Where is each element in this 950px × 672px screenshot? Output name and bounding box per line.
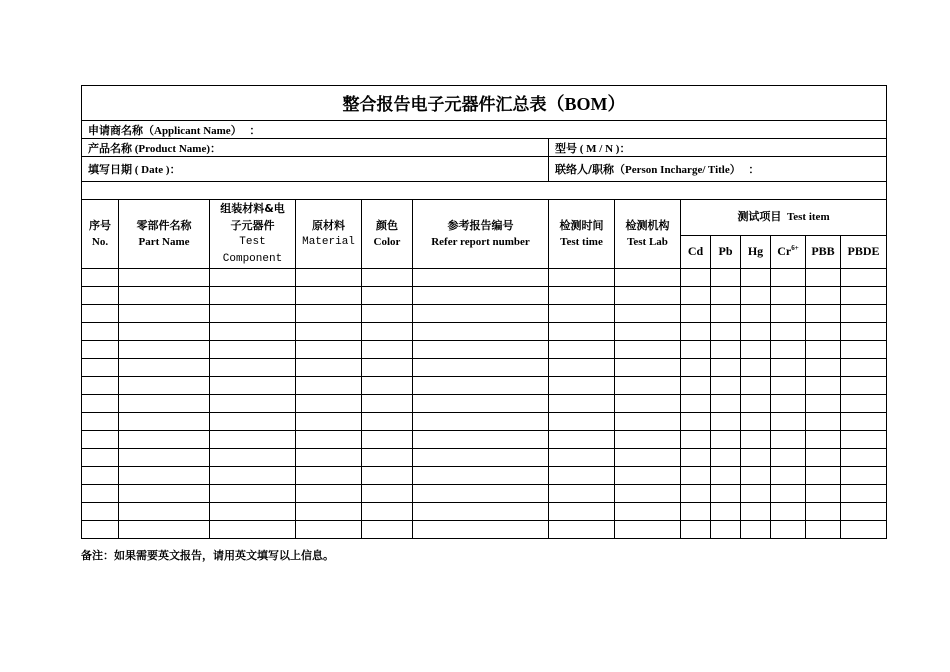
test-item-cr-label: Cr (777, 244, 792, 259)
table-cell[interactable] (711, 287, 741, 305)
table-cell[interactable] (711, 485, 741, 503)
col-time-en: Test time (560, 236, 603, 248)
col-lab-en: Test Lab (627, 236, 668, 248)
table-cell[interactable] (82, 413, 119, 431)
table-cell[interactable] (741, 449, 771, 467)
table-row (82, 305, 887, 323)
table-cell[interactable] (362, 449, 413, 467)
table-cell[interactable] (119, 503, 210, 521)
table-cell[interactable] (841, 521, 887, 539)
table-cell[interactable] (841, 485, 887, 503)
table-cell[interactable] (681, 467, 711, 485)
table-cell[interactable] (841, 269, 887, 287)
table-cell[interactable] (82, 449, 119, 467)
table-cell[interactable] (362, 287, 413, 305)
table-cell[interactable] (549, 395, 615, 413)
table-cell[interactable] (681, 449, 711, 467)
table-cell[interactable] (681, 485, 711, 503)
table-cell[interactable] (549, 521, 615, 539)
table-row (82, 377, 887, 395)
table-cell[interactable] (82, 377, 119, 395)
table-cell[interactable] (711, 413, 741, 431)
table-cell[interactable] (362, 521, 413, 539)
table-cell[interactable] (210, 431, 296, 449)
table-cell[interactable] (771, 287, 806, 305)
table-cell[interactable] (119, 287, 210, 305)
table-cell[interactable] (841, 413, 887, 431)
model-label-colon: ： (619, 141, 631, 155)
table-cell[interactable] (549, 503, 615, 521)
table-cell[interactable] (741, 341, 771, 359)
product-label-colon: ： (210, 141, 221, 155)
table-cell[interactable] (413, 395, 549, 413)
table-cell[interactable] (806, 503, 841, 521)
table-cell[interactable] (841, 305, 887, 323)
col-header-component (210, 200, 296, 269)
table-row (82, 395, 887, 413)
table-cell[interactable] (771, 323, 806, 341)
table-cell[interactable] (413, 521, 549, 539)
table-cell[interactable] (711, 449, 741, 467)
table-cell[interactable] (771, 305, 806, 323)
table-cell[interactable] (806, 521, 841, 539)
table-cell[interactable] (362, 467, 413, 485)
table-cell[interactable] (711, 431, 741, 449)
model-label-en: ( M / N ) (577, 142, 620, 155)
table-cell[interactable] (413, 503, 549, 521)
table-cell[interactable] (741, 413, 771, 431)
table-cell[interactable] (210, 467, 296, 485)
table-cell[interactable] (413, 449, 549, 467)
col-header-part-name (119, 200, 210, 269)
table-cell[interactable] (741, 323, 771, 341)
table-cell[interactable] (615, 413, 681, 431)
col-component-cn2: 子元器件 (230, 219, 275, 232)
table-cell[interactable] (549, 467, 615, 485)
table-cell[interactable] (362, 503, 413, 521)
table-cell[interactable] (615, 485, 681, 503)
table-cell[interactable] (741, 359, 771, 377)
table-cell[interactable] (82, 323, 119, 341)
col-component-en1: Test (239, 236, 266, 248)
col-header-material (296, 200, 362, 269)
table-cell[interactable] (413, 431, 549, 449)
table-cell[interactable] (413, 323, 549, 341)
table-cell[interactable] (82, 359, 119, 377)
col-header-color (362, 200, 413, 269)
product-label-cn: 产品名称 (88, 141, 132, 155)
table-cell[interactable] (210, 503, 296, 521)
table-cell[interactable] (711, 323, 741, 341)
table-cell[interactable] (362, 359, 413, 377)
form-title-cn: 整合报告电子元器件汇总表 (342, 95, 547, 115)
table-cell[interactable] (806, 449, 841, 467)
table-cell[interactable] (413, 341, 549, 359)
col-test-item-en: Test item (786, 211, 830, 224)
table-cell[interactable] (681, 359, 711, 377)
table-cell[interactable] (362, 269, 413, 287)
contact-label-cn: 联络人/职称 (555, 163, 615, 176)
table-cell[interactable] (210, 341, 296, 359)
table-cell[interactable] (210, 269, 296, 287)
applicant-label-en: （Applicant Name） (143, 124, 242, 137)
table-cell[interactable] (549, 449, 615, 467)
table-cell[interactable] (210, 377, 296, 395)
table-row (82, 485, 887, 503)
col-no-en: No. (91, 236, 109, 248)
table-cell[interactable] (549, 287, 615, 305)
table-cell[interactable] (681, 413, 711, 431)
col-component-cn1: 组装材料&电 (220, 202, 285, 215)
table-cell[interactable] (210, 413, 296, 431)
table-cell[interactable] (615, 431, 681, 449)
table-cell[interactable] (741, 485, 771, 503)
table-cell[interactable] (711, 341, 741, 359)
table-cell[interactable] (210, 305, 296, 323)
table-cell[interactable] (82, 503, 119, 521)
table-cell[interactable] (296, 395, 362, 413)
contact-label-en: （Person Incharge/ Title） (614, 164, 741, 176)
table-cell[interactable] (549, 323, 615, 341)
spacer-row (82, 182, 887, 200)
table-cell[interactable] (210, 395, 296, 413)
footnote: 备注：如果需要英文报告，请用英文填写以上信息。 (81, 549, 334, 562)
table-cell[interactable] (413, 377, 549, 395)
table-cell[interactable] (841, 431, 887, 449)
form-title-en: （BOM） (546, 94, 626, 114)
table-cell[interactable] (841, 341, 887, 359)
table-cell[interactable] (296, 305, 362, 323)
col-header-test-item (681, 200, 887, 236)
product-label-en: (Product Name) (132, 142, 210, 155)
table-cell[interactable] (841, 449, 887, 467)
table-cell[interactable] (210, 485, 296, 503)
col-refer-cn: 参考报告编号 (447, 219, 514, 232)
table-cell[interactable] (806, 413, 841, 431)
table-cell[interactable] (296, 269, 362, 287)
table-cell[interactable] (549, 305, 615, 323)
table-cell[interactable] (806, 431, 841, 449)
table-cell[interactable] (549, 431, 615, 449)
col-lab-cn: 检测机构 (625, 219, 670, 232)
table-cell[interactable] (681, 503, 711, 521)
table-cell[interactable] (681, 431, 711, 449)
table-cell[interactable] (806, 359, 841, 377)
test-item-cr-superscript: 6+ (791, 244, 799, 253)
table-cell[interactable] (681, 269, 711, 287)
table-cell[interactable] (413, 287, 549, 305)
applicant-label-cn: 申请商名称 (88, 123, 143, 137)
table-cell[interactable] (615, 287, 681, 305)
table-cell[interactable] (413, 269, 549, 287)
test-item-pbb: PBB (806, 235, 841, 269)
table-cell[interactable] (549, 413, 615, 431)
table-cell[interactable] (771, 467, 806, 485)
table-cell[interactable] (806, 269, 841, 287)
table-cell[interactable] (362, 305, 413, 323)
col-material-en: Material (302, 236, 355, 248)
table-cell[interactable] (362, 377, 413, 395)
table-cell[interactable] (296, 431, 362, 449)
table-cell[interactable] (771, 269, 806, 287)
table-cell[interactable] (549, 377, 615, 395)
table-row (82, 467, 887, 485)
test-item-pbde: PBDE (841, 235, 887, 269)
table-cell[interactable] (119, 467, 210, 485)
table-cell[interactable] (741, 503, 771, 521)
table-cell[interactable] (615, 521, 681, 539)
table-cell[interactable] (841, 287, 887, 305)
table-cell[interactable] (82, 467, 119, 485)
table-cell[interactable] (362, 485, 413, 503)
table-cell[interactable] (210, 323, 296, 341)
table-cell[interactable] (296, 341, 362, 359)
table-cell[interactable] (210, 521, 296, 539)
contact-label-colon: ： (748, 163, 760, 176)
table-cell[interactable] (413, 485, 549, 503)
col-header-test-lab (615, 200, 681, 269)
table-row (82, 287, 887, 305)
table-cell[interactable] (741, 377, 771, 395)
table-cell[interactable] (82, 341, 119, 359)
table-cell[interactable] (771, 395, 806, 413)
col-part-cn: 零部件名称 (136, 219, 192, 232)
table-cell[interactable] (771, 341, 806, 359)
table-cell[interactable] (82, 395, 119, 413)
table-cell[interactable] (711, 395, 741, 413)
table-cell[interactable] (210, 449, 296, 467)
col-time-cn: 检测时间 (559, 219, 604, 232)
table-cell[interactable] (119, 431, 210, 449)
table-cell[interactable] (741, 431, 771, 449)
table-cell[interactable] (841, 503, 887, 521)
table-cell[interactable] (711, 467, 741, 485)
col-refer-en: Refer report number (431, 236, 530, 248)
table-cell[interactable] (741, 395, 771, 413)
table-cell[interactable] (771, 431, 806, 449)
table-cell[interactable] (771, 521, 806, 539)
table-cell[interactable] (413, 467, 549, 485)
table-cell[interactable] (413, 413, 549, 431)
table-cell[interactable] (119, 323, 210, 341)
table-cell[interactable] (549, 485, 615, 503)
table-cell[interactable] (362, 395, 413, 413)
table-cell[interactable] (841, 467, 887, 485)
col-color-cn: 颜色 (376, 219, 398, 232)
table-cell[interactable] (296, 521, 362, 539)
table-cell[interactable] (549, 359, 615, 377)
col-material-cn: 原材料 (312, 219, 345, 232)
table-cell[interactable] (711, 503, 741, 521)
col-no-cn: 序号 (89, 219, 111, 232)
col-component-en2: Component (222, 253, 283, 265)
table-cell[interactable] (615, 305, 681, 323)
test-item-cd: Cd (681, 235, 711, 269)
table-cell[interactable] (771, 449, 806, 467)
applicant-name-field[interactable] (82, 121, 887, 139)
col-header-no (82, 200, 119, 269)
model-number-field[interactable] (549, 139, 887, 157)
table-cell[interactable] (210, 359, 296, 377)
bom-summary-table (81, 85, 887, 539)
table-cell[interactable] (681, 305, 711, 323)
table-cell[interactable] (806, 287, 841, 305)
table-cell[interactable] (296, 359, 362, 377)
table-cell[interactable] (711, 305, 741, 323)
product-name-field[interactable] (82, 139, 549, 157)
table-cell[interactable] (362, 413, 413, 431)
table-cell[interactable] (549, 269, 615, 287)
table-cell[interactable] (119, 521, 210, 539)
table-cell[interactable] (741, 521, 771, 539)
table-cell[interactable] (82, 521, 119, 539)
col-part-en: Part Name (138, 236, 190, 248)
table-cell[interactable] (413, 359, 549, 377)
test-item-hg: Hg (741, 235, 771, 269)
table-cell[interactable] (681, 377, 711, 395)
table-cell[interactable] (362, 431, 413, 449)
table-cell[interactable] (711, 377, 741, 395)
table-cell[interactable] (413, 305, 549, 323)
table-cell[interactable] (711, 359, 741, 377)
table-cell[interactable] (615, 503, 681, 521)
table-cell[interactable] (82, 431, 119, 449)
model-label-cn: 型号 (555, 141, 577, 155)
table-cell[interactable] (771, 485, 806, 503)
table-cell[interactable] (82, 305, 119, 323)
table-row (82, 449, 887, 467)
table-cell[interactable] (296, 377, 362, 395)
table-cell[interactable] (741, 269, 771, 287)
fill-date-field[interactable] (82, 157, 549, 182)
table-cell[interactable] (806, 485, 841, 503)
table-cell[interactable] (771, 377, 806, 395)
table-cell[interactable] (741, 467, 771, 485)
table-cell[interactable] (362, 323, 413, 341)
table-cell[interactable] (841, 377, 887, 395)
table-cell[interactable] (741, 305, 771, 323)
table-cell[interactable] (806, 341, 841, 359)
table-cell[interactable] (362, 341, 413, 359)
table-cell[interactable] (119, 341, 210, 359)
applicant-label-colon: ： (249, 123, 261, 137)
table-cell[interactable] (296, 287, 362, 305)
table-cell[interactable] (615, 341, 681, 359)
table-cell[interactable] (681, 521, 711, 539)
contact-person-field[interactable] (549, 157, 887, 182)
table-cell[interactable] (549, 341, 615, 359)
table-cell[interactable] (771, 413, 806, 431)
col-color-en: Color (373, 236, 401, 248)
table-cell[interactable] (615, 377, 681, 395)
table-cell[interactable] (806, 395, 841, 413)
table-cell[interactable] (711, 269, 741, 287)
table-row (82, 323, 887, 341)
test-item-pb: Pb (711, 235, 741, 269)
table-cell[interactable] (771, 359, 806, 377)
date-label-cn: 填写日期 (88, 163, 132, 176)
table-cell[interactable] (119, 449, 210, 467)
table-cell[interactable] (806, 377, 841, 395)
table-cell[interactable] (806, 323, 841, 341)
table-row (82, 503, 887, 521)
table-cell[interactable] (615, 323, 681, 341)
table-cell[interactable] (841, 323, 887, 341)
table-cell[interactable] (806, 305, 841, 323)
table-cell[interactable] (210, 287, 296, 305)
date-label-en: ( Date ) (132, 164, 170, 176)
table-cell[interactable] (615, 449, 681, 467)
table-cell[interactable] (119, 395, 210, 413)
table-cell[interactable] (296, 323, 362, 341)
table-row (82, 269, 887, 287)
table-cell[interactable] (615, 269, 681, 287)
table-cell[interactable] (119, 485, 210, 503)
table-cell[interactable] (82, 269, 119, 287)
table-cell[interactable] (119, 269, 210, 287)
table-cell[interactable] (841, 395, 887, 413)
form-title (82, 86, 887, 121)
table-cell[interactable] (615, 395, 681, 413)
table-row (82, 431, 887, 449)
table-row (82, 341, 887, 359)
table-cell[interactable] (296, 485, 362, 503)
table-cell[interactable] (615, 359, 681, 377)
table-cell[interactable] (296, 503, 362, 521)
table-cell[interactable] (681, 395, 711, 413)
date-label-colon: ： (169, 163, 181, 176)
table-cell[interactable] (296, 413, 362, 431)
table-cell[interactable] (296, 449, 362, 467)
table-cell[interactable] (82, 485, 119, 503)
col-header-test-time (549, 200, 615, 269)
table-cell[interactable] (119, 359, 210, 377)
table-cell[interactable] (841, 359, 887, 377)
table-cell[interactable] (681, 323, 711, 341)
table-cell[interactable] (119, 413, 210, 431)
table-cell[interactable] (615, 467, 681, 485)
test-item-cr6 (771, 235, 806, 269)
col-header-refer-report (413, 200, 549, 269)
table-cell[interactable] (681, 341, 711, 359)
table-cell[interactable] (82, 287, 119, 305)
table-cell[interactable] (711, 521, 741, 539)
col-test-item-cn: 测试项目 (737, 210, 782, 224)
table-cell[interactable] (771, 503, 806, 521)
table-cell[interactable] (741, 287, 771, 305)
table-row (82, 359, 887, 377)
table-row (82, 413, 887, 431)
table-cell[interactable] (119, 305, 210, 323)
table-row (82, 521, 887, 539)
table-cell[interactable] (119, 377, 210, 395)
table-cell[interactable] (806, 467, 841, 485)
table-cell[interactable] (681, 287, 711, 305)
table-cell[interactable] (296, 467, 362, 485)
